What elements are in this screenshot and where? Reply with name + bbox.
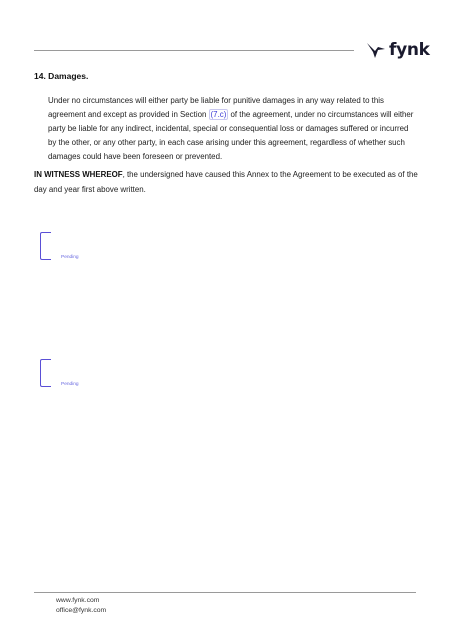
signature-field-2[interactable]: [40, 359, 100, 387]
signature-field-1[interactable]: [40, 232, 100, 260]
fynk-logo: [366, 40, 430, 60]
section-body-text-1: Under no circumstances will either party be liable for punitive damages in any way related to this agreement and except as provided in Section: [48, 96, 384, 119]
signature-bracket: [40, 359, 51, 387]
signature-bracket: [40, 232, 51, 260]
footer-website[interactable]: www.fynk.com: [56, 597, 100, 604]
section-reference-link[interactable]: (7.c): [210, 110, 227, 119]
witness-clause: [34, 167, 424, 197]
section-heading: 14. Damages.: [34, 71, 89, 81]
section-body-text-2: of the agreement, under no circumstances will either party be liable for any indirect, incidental, special or consequential loss or damages suffered or incurred by the other, or any other party, in each case arising under this agreement, regardless of whether such damages could have been foreseen or prevented.: [48, 110, 414, 161]
signature-status: Pending: [61, 255, 79, 260]
section-body: [48, 94, 418, 164]
witness-text: , the undersigned have caused this Annex to the Agreement to be executed as of the day and year first above written.: [34, 170, 418, 194]
header-rule: [34, 50, 354, 51]
footer-email[interactable]: office@fynk.com: [56, 607, 107, 614]
logo-text: fynk: [389, 40, 430, 60]
signature-status: Pending: [61, 382, 79, 387]
witness-heading: IN WITNESS WHEREOF: [34, 170, 123, 179]
bird-icon: [366, 40, 386, 60]
footer-rule: [34, 592, 416, 593]
